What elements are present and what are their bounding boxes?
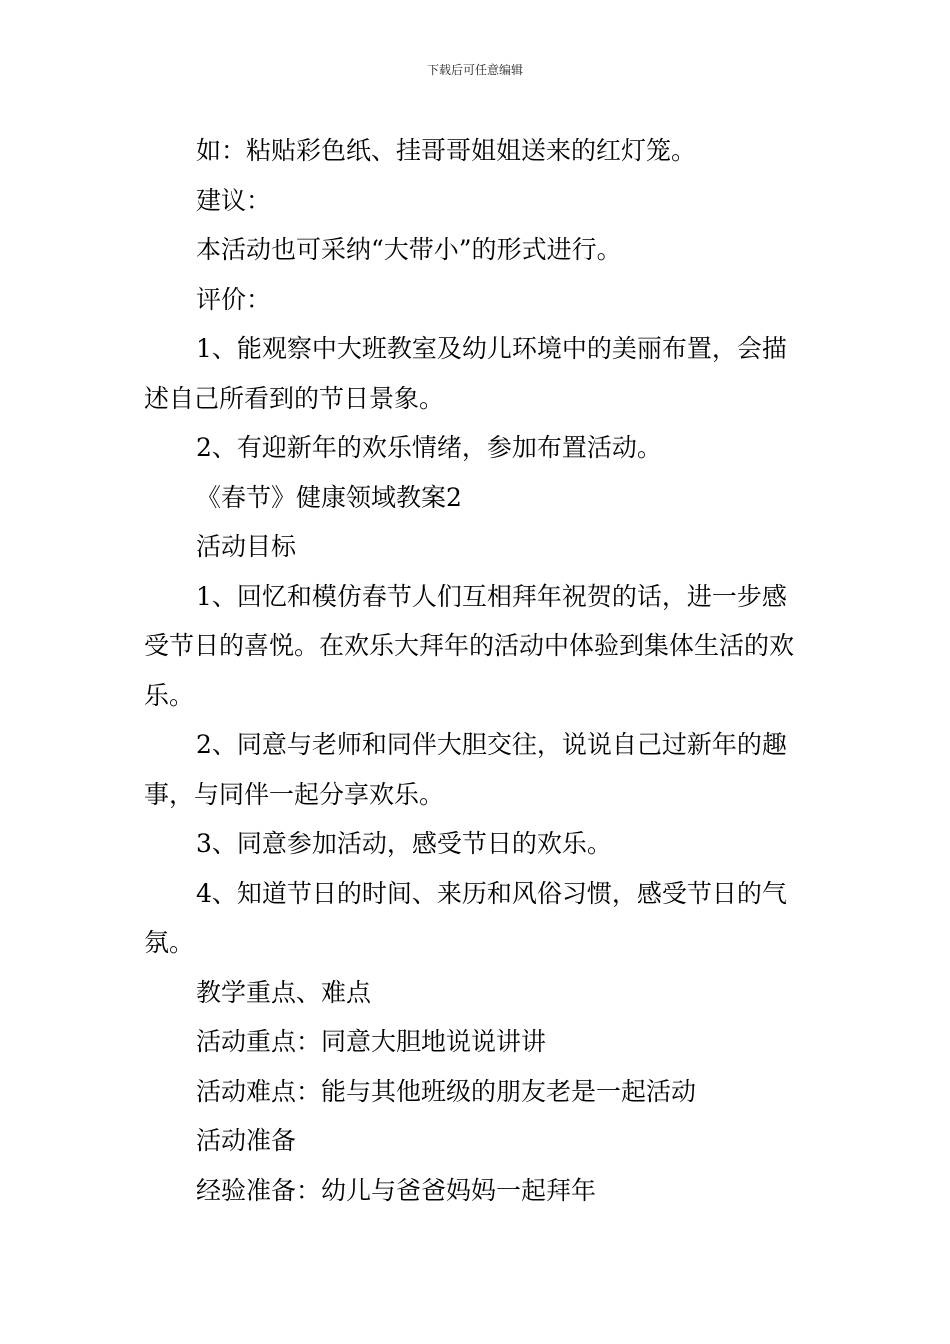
paragraph-evaluation-1: 1、能观察中大班教室及幼儿环境中的美丽布置，会描述自己所看到的节日景象。 xyxy=(144,334,787,413)
paragraph-key-point: 活动重点：同意大胆地说说讲讲 xyxy=(196,1027,547,1056)
section-title: 《春节》健康领域教案2 xyxy=(196,482,462,512)
paragraph-example: 如：粘贴彩色纸、挂哥哥姐姐送来的红灯笼。 xyxy=(196,136,697,165)
page-header: 下载后可任意编辑 xyxy=(426,63,523,77)
paragraph-suggestion-heading: 建议： xyxy=(196,185,272,215)
paragraph-key-points-heading: 教学重点、难点 xyxy=(196,977,372,1007)
paragraph-goal-1: 1、回忆和模仿春节人们互相拜年祝贺的话，进一步感受节日的喜悦。在欢乐大拜年的活动中体验到集体生活的欢乐。 xyxy=(144,581,795,710)
paragraph-goals-heading: 活动目标 xyxy=(196,532,297,561)
document-body xyxy=(144,126,808,1215)
paragraph-preparation-heading: 活动准备 xyxy=(196,1126,297,1155)
paragraph-suggestion: 本活动也可采纳“大带小”的形式进行。 xyxy=(196,235,622,264)
paragraph-goal-4: 4、知道节日的时间、来历和风俗习惯，感受节日的气氛。 xyxy=(144,878,787,957)
paragraph-goal-2: 2、同意与老师和同伴大胆交往，说说自己过新年的趣事，与同伴一起分享欢乐。 xyxy=(144,730,787,809)
paragraph-evaluation-2: 2、有迎新年的欢乐情绪，参加布置活动。 xyxy=(196,433,662,462)
paragraph-goal-3: 3、同意参加活动，感受节日的欢乐。 xyxy=(196,829,612,858)
paragraph-difficulty: 活动难点：能与其他班级的朋友老是一起活动 xyxy=(196,1076,697,1106)
paragraph-preparation: 经验准备：幼儿与爸爸妈妈一起拜年 xyxy=(196,1175,597,1205)
paragraph-evaluation-heading: 评价： xyxy=(196,284,272,314)
